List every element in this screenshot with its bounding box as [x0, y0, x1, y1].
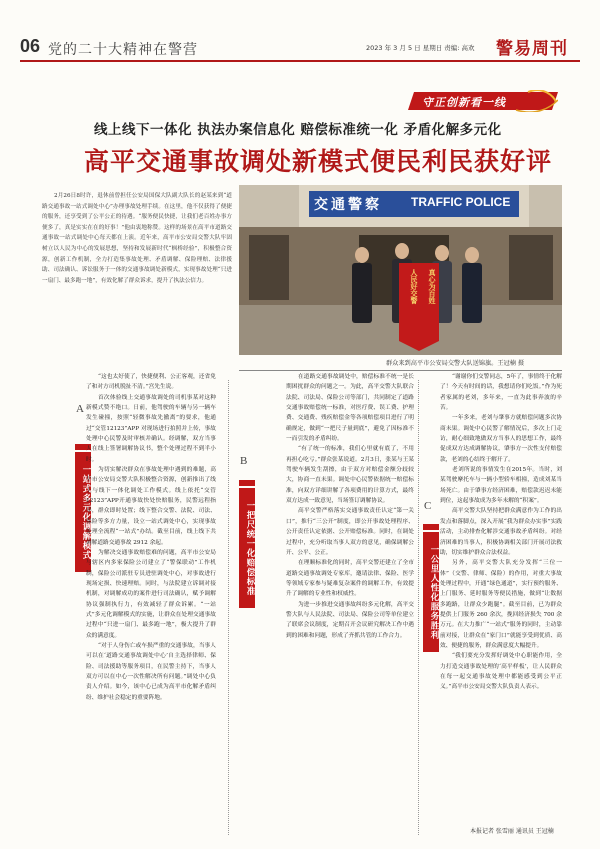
paragraph: 在道路交通事故调处中，赔偿标准不统一是长期困扰群众的问题之一。为此，高平交警大队联合法院、司法局、保险公司等部门，共同制定了道路交通事故赔偿统一标准，对医疗费、误工费、护理费、交通费、残疾赔偿金等各项赔偿项目进行了明确规定，做到“一把尺子量到底”，避免了因标准不一而引发的矛盾纠纷。 — [286, 374, 414, 443]
section-bar-cap-c — [423, 524, 439, 530]
badge-text: 守正创新看一线 — [422, 96, 506, 109]
paragraph: “对于人身伤亡或车损严重的交通事故，当事人可以在‘道路交通事故调处中心’自主选择律师、保险、司法援助等服务项目，在民警主持下，当事人双方可以在中心一次性解决所有问题。”调处中心负责人介绍。如今，该中心已成为高平市化解矛盾纠纷、维护社会稳定的重要阵地。 — [86, 642, 216, 701]
column-a — [86, 372, 216, 703]
header-rule — [20, 60, 580, 62]
photo-scene — [239, 185, 562, 355]
article-intro: 2月26日8时许，退休前曾担任公安局国保大队副大队长的赵某来到“道路交通事故一站式调处中心”办理事故处理手续。在这里，他不仅获得了便捷的服务，还享受到了公平公正的待遇。“服务便民快捷，让我们老百姓办事方便多了，真是实实在在的好事！”他由衷地称赞。这样的场景在高平市道路交通事故一站式调处中心每天都在上演。近年来，高平市公安局交警大队牢固树立以人民为中心的发展思想，坚持和发展新时代“枫桥经验”，积极整合资源，创新工作机制，全力打造集事故处理、矛盾调解、保险理赔、法律援助、司法确认、诉讼服务于一体的交通事故调处新模式，实现事故处理“只进一扇门、最多跑一地”，有效化解了群众诉求，提升了执法公信力。 — [42, 193, 232, 284]
page-header — [0, 0, 600, 62]
section-label-a: 一站式多元化调解模式 — [75, 452, 91, 572]
author-line: 本报记者 张雪丽 通讯员 王冠楠 — [470, 828, 554, 835]
section-title: 党的二十大精神在警营 — [48, 42, 198, 58]
column-badge — [408, 80, 558, 120]
column-divider — [418, 380, 419, 835]
paragraph: 高平交警大队坚持把群众满意作为工作的出发点和落脚点，深入开展“我为群众办实事”实践活动，主动排查化解涉交通事故矛盾纠纷。对经济困难的当事人，积极协调相关部门开展司法救助，切实维护群众合法权益。 — [440, 508, 562, 556]
sign-text-cn: 交通警察 — [314, 197, 382, 213]
sign-text-en: TRAFFIC POLICE — [411, 195, 511, 209]
caption-rule — [239, 370, 562, 371]
paragraph: “谢谢你们交警同志，5年了，事情终于化解了！今天有时间的话，我想请你们吃饭。”作为死者家属的老刘，多年来，一直为此事奔波的辛苦。 — [440, 374, 562, 412]
paragraph: 为切实解决群众在事故处理中遇到的难题，高平市公安局交警大队积极整合资源，创新推出了线上与线下一体化调处工作模式。线上依托“交管12123”APP开通事故快处快赔服务，民警远程指导，群众即时处置；线下整合交警、法院、司法、保险等多方力量，设立一站式调处中心，实现事故处理全流程“一站式”办结。截至目前，线上线下共调解道路交通事故 2912 余起。 — [86, 467, 216, 546]
paragraph: 高平交警严格落实交通事故责任认定“第一关口”，推行“三公开”制度，即公开事故处理程序、公开责任认定依据、公开赔偿标准。同时，在调处过程中，充分听取当事人双方的意见，确保调解公开、公平、公正。 — [286, 508, 414, 556]
column-divider — [228, 380, 229, 835]
section-bar-cap-b — [239, 480, 255, 486]
section-letter-b: B — [240, 455, 248, 467]
paragraph: 为解决交通事故赔偿难的问题，高平市公安局与辖区内多家保险公司建立了“警保联动”工作机制，保险公司派驻专员进驻调处中心，对事故进行现场定损、快速理赔。同时，与法院建立诉调对接机制，对调解成功的案件进行司法确认，赋予调解协议强制执行力，有效减轻了群众诉累。“一站式”多元化调解模式的实施，让群众在处理交通事故过程中“只进一扇门、最多跑一地”，极大提升了群众的满意度。 — [86, 549, 216, 639]
paragraph: 为进一步推进交通事故纠纷多元化解，高平交警大队与人民法院、司法局、保险公司等单位建立了联席会议制度，定期召开会议研究解决工作中遇到的困难和问题，形成了齐抓共管的工作合力。 — [286, 601, 414, 639]
section-label-c: 一公里人性化服务胜利 — [423, 532, 439, 652]
page-number: 06 — [20, 36, 41, 56]
paragraph: 另外，高平交警大队充分发挥“三位一体”（交警、律师、保险）的作用，对重大事故处理过程中，开通“绿色通道”，实行预约服务、上门服务、延时服务等便民措施，做到“让数据多跑路，让群众少跑腿”。截至目前，已为群众提供上门服务 260 余次，挽回经济损失 700 余万元。在大力推广“一站式”服务的同时，主动靠前对接，让群众在“家门口”就能享受到优质、高效、便捷的服务，群众满意度大幅提升。 — [440, 560, 562, 649]
publication-logo: 警易周刊 — [496, 39, 568, 59]
paragraph: 首次体验线上交通事故调处的司机事某对这种新模式赞不绝口。日前，他驾驶的车辆与另一辆车发生碰撞，按照“轻微事故先撤离”的要求，他通过“交管12123”APP 对现场进行拍照并上传，事故处理中心民警及时审核并确认。经调解，双方当事人在线上签署调解协议书，整个处理过程不到半小时。 — [86, 394, 216, 463]
article-title: 高平交通事故调处新模式便民利民获好评 — [84, 147, 553, 176]
paragraph: “我们要充分发挥好调处中心职能作用，全力打造交通事故处理的‘高平样板’，让人民群众在每一起交通事故处理中都能感受到公平正义。”高平市公安局交警大队负责人表示。 — [440, 653, 562, 691]
section-label-b: 一把尺统一化赔偿标准 — [239, 488, 255, 608]
banner-line-2: 真心为百姓 — [428, 269, 436, 304]
photo-caption: 群众来到高平市公安局交警大队送锦旗。王冠楠 摄 — [386, 360, 525, 367]
article-photo — [239, 185, 562, 355]
paragraph: “有了统一的标准，我们心里就有底了，不用再担心吃亏。”群众张某说道。2月3日，张某与王某驾驶车辆发生刮擦，由于双方对赔偿金额分歧较大，协商一直未果。调处中心民警依据统一赔偿标准，向双方详细讲解了各项费用的计算方式，最终双方达成一致意见，当场签订调解协议。 — [286, 446, 414, 505]
banner-line-1: 人民好交警 — [410, 269, 418, 304]
column-c — [440, 372, 562, 693]
paragraph: 在理顺标准化的同时，高平交警还建立了全市道路交通事故调处专家库，邀请法律、保险、医学等领域专家参与疑难复杂案件的调解工作，有效提升了调解的专业性和权威性。 — [286, 560, 414, 598]
paragraph: 一年多来，老刘与肇事方就赔偿问题多次协商未果。调处中心民警了解情况后，多次上门走访，耐心细致地做双方当事人的思想工作，最终促成双方达成调解协议，肇事方一次性支付赔偿款，老刘的心结终于解开了。 — [440, 415, 562, 463]
paragraph: “这也太好使了，快捷便利、公正客观，还省免了和对方司机脱扯不清。”宫先生说。 — [86, 374, 216, 391]
section-letter-c: C — [424, 500, 432, 512]
article-subtitle: 线上线下一体化 执法办案信息化 赔偿标准统一化 矛盾化解多元化 — [94, 122, 502, 138]
date-line: 2023 年 3 月 5 日 星期日 责编: 高欢 — [366, 44, 475, 52]
section-letter-a: A — [76, 403, 84, 415]
paragraph: 老刘所说的事情发生在2015年。当时，刘某驾驶摩托车与一辆小型轿车相撞，造成刘某当场死亡。由于肇事方经济困难，赔偿款迟迟未能到位，这起事故成为多年未解的“积案”。 — [440, 467, 562, 505]
column-b — [286, 372, 414, 641]
